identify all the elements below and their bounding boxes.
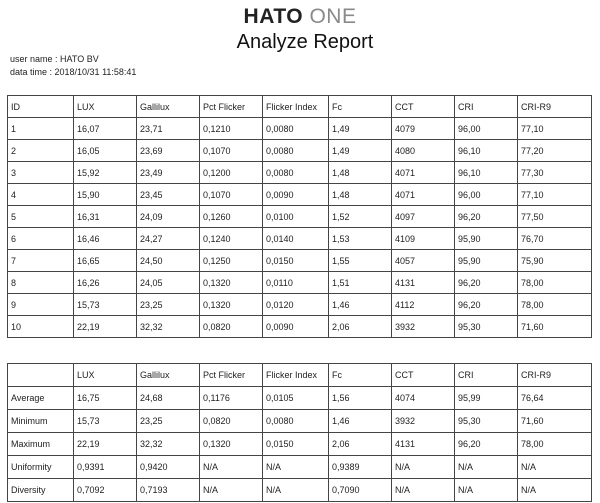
data-cell: 32,32 [137, 316, 200, 338]
data-cell: 22,19 [74, 316, 137, 338]
data-cell: 76,64 [518, 387, 592, 410]
data-cell: 23,71 [137, 118, 200, 140]
data-cell: 4057 [392, 250, 455, 272]
data-cell: 4079 [392, 118, 455, 140]
data-cell: 3932 [392, 316, 455, 338]
data-cell: 95,99 [455, 387, 518, 410]
data-cell: 1,52 [329, 206, 392, 228]
data-cell: 0,9389 [329, 456, 392, 479]
column-header: CCT [392, 364, 455, 387]
data-cell: 24,05 [137, 272, 200, 294]
data-cell: 16,46 [74, 228, 137, 250]
statistics-summary-table [7, 363, 592, 502]
column-header: Flicker Index [263, 96, 329, 118]
brand-name-light: ONE [303, 5, 357, 28]
data-cell: 2,06 [329, 316, 392, 338]
data-cell: 95,90 [455, 228, 518, 250]
data-cell: 15,90 [74, 184, 137, 206]
data-cell: 4080 [392, 140, 455, 162]
data-cell: 71,60 [518, 410, 592, 433]
data-cell: 0,0150 [263, 250, 329, 272]
row-label-cell: Minimum [8, 410, 74, 433]
data-cell: N/A [263, 456, 329, 479]
row-label-cell: Average [8, 387, 74, 410]
column-header: Gallilux [137, 364, 200, 387]
results-table-row [8, 316, 592, 338]
results-table-row [8, 140, 592, 162]
data-cell: N/A [263, 479, 329, 502]
data-cell: 78,00 [518, 272, 592, 294]
data-cell: 15,92 [74, 162, 137, 184]
data-cell: 96,10 [455, 162, 518, 184]
data-cell: 0,0080 [263, 410, 329, 433]
row-label-cell: 5 [8, 206, 74, 228]
results-table-body [8, 96, 592, 338]
data-cell: 96,00 [455, 184, 518, 206]
data-cell: 0,0090 [263, 184, 329, 206]
column-header: CRI-R9 [518, 364, 592, 387]
data-cell: 4112 [392, 294, 455, 316]
data-cell: 95,30 [455, 410, 518, 433]
data-cell: 0,0105 [263, 387, 329, 410]
data-cell: 16,05 [74, 140, 137, 162]
data-cell: 24,09 [137, 206, 200, 228]
data-cell: 0,1320 [200, 433, 263, 456]
row-label-cell: Maximum [8, 433, 74, 456]
row-label-cell: 9 [8, 294, 74, 316]
data-cell: 0,0140 [263, 228, 329, 250]
row-label-cell: 8 [8, 272, 74, 294]
data-cell: N/A [518, 479, 592, 502]
stats-table-row [8, 456, 592, 479]
data-cell: 23,25 [137, 410, 200, 433]
column-header: Gallilux [137, 96, 200, 118]
column-header: CRI-R9 [518, 96, 592, 118]
data-cell: 16,26 [74, 272, 137, 294]
data-cell: 16,07 [74, 118, 137, 140]
data-cell: 96,20 [455, 206, 518, 228]
data-cell: 16,31 [74, 206, 137, 228]
data-cell: 0,0110 [263, 272, 329, 294]
data-cell: 4071 [392, 184, 455, 206]
column-header: CRI [455, 96, 518, 118]
data-cell: 0,0120 [263, 294, 329, 316]
data-cell: 1,46 [329, 410, 392, 433]
data-cell: 16,75 [74, 387, 137, 410]
report-brand [0, 6, 600, 28]
date-time-line: data time : 2018/10/31 11:58:41 [10, 67, 137, 77]
data-cell: 0,1240 [200, 228, 263, 250]
data-cell: 96,00 [455, 118, 518, 140]
data-cell: 78,00 [518, 294, 592, 316]
data-cell: 76,70 [518, 228, 592, 250]
data-cell: 15,73 [74, 294, 137, 316]
column-header: Pct Flicker [200, 364, 263, 387]
data-cell: N/A [200, 479, 263, 502]
data-cell: 4071 [392, 162, 455, 184]
data-cell: 2,06 [329, 433, 392, 456]
data-cell: N/A [392, 479, 455, 502]
results-table-header-row [8, 96, 592, 118]
data-cell: 0,1320 [200, 272, 263, 294]
column-header: Fc [329, 96, 392, 118]
results-table-row [8, 118, 592, 140]
stats-table-row [8, 479, 592, 502]
data-cell: 0,1070 [200, 140, 263, 162]
data-cell: 1,53 [329, 228, 392, 250]
data-cell: N/A [455, 456, 518, 479]
row-label-cell: 1 [8, 118, 74, 140]
data-cell: 23,69 [137, 140, 200, 162]
data-cell: 0,0090 [263, 316, 329, 338]
stats-table-row [8, 410, 592, 433]
data-cell: 0,7193 [137, 479, 200, 502]
data-cell: 0,0080 [263, 162, 329, 184]
data-cell: 0,1070 [200, 184, 263, 206]
data-cell: 0,1176 [200, 387, 263, 410]
row-label-cell: 7 [8, 250, 74, 272]
user-name-line: user name : HATO BV [10, 54, 99, 64]
data-cell: 16,65 [74, 250, 137, 272]
data-cell: 23,45 [137, 184, 200, 206]
data-cell: 0,0100 [263, 206, 329, 228]
data-cell: 1,51 [329, 272, 392, 294]
results-table-row [8, 162, 592, 184]
data-cell: N/A [518, 456, 592, 479]
data-cell: 71,60 [518, 316, 592, 338]
data-cell: 4131 [392, 272, 455, 294]
data-cell: 0,1200 [200, 162, 263, 184]
stats-table-row [8, 387, 592, 410]
data-cell: 4074 [392, 387, 455, 410]
data-cell: 3932 [392, 410, 455, 433]
stats-table-body [8, 364, 592, 502]
data-cell: 0,0820 [200, 316, 263, 338]
data-cell: 0,0080 [263, 140, 329, 162]
data-cell: 77,50 [518, 206, 592, 228]
data-cell: 24,27 [137, 228, 200, 250]
measurement-results-table [7, 95, 592, 338]
data-cell: N/A [392, 456, 455, 479]
data-cell: 77,30 [518, 162, 592, 184]
data-cell: N/A [455, 479, 518, 502]
data-cell: 24,68 [137, 387, 200, 410]
data-cell: 1,56 [329, 387, 392, 410]
row-label-cell: 3 [8, 162, 74, 184]
data-cell: 96,20 [455, 433, 518, 456]
column-header: CRI [455, 364, 518, 387]
results-table-row [8, 294, 592, 316]
data-cell: 0,1260 [200, 206, 263, 228]
row-label-cell: Diversity [8, 479, 74, 502]
data-cell: 0,7090 [329, 479, 392, 502]
data-cell: 75,90 [518, 250, 592, 272]
data-cell: 0,0150 [263, 433, 329, 456]
data-cell: 0,7092 [74, 479, 137, 502]
data-cell: N/A [200, 456, 263, 479]
column-header: CCT [392, 96, 455, 118]
data-cell: 1,49 [329, 140, 392, 162]
data-cell: 4097 [392, 206, 455, 228]
data-cell: 77,10 [518, 118, 592, 140]
data-cell: 32,32 [137, 433, 200, 456]
data-cell: 0,0820 [200, 410, 263, 433]
column-header: Flicker Index [263, 364, 329, 387]
results-table-row [8, 228, 592, 250]
column-header: Pct Flicker [200, 96, 263, 118]
column-header: Fc [329, 364, 392, 387]
column-header: LUX [74, 96, 137, 118]
data-cell: 0,1250 [200, 250, 263, 272]
stats-table-row [8, 433, 592, 456]
column-header: LUX [74, 364, 137, 387]
data-cell: 96,20 [455, 272, 518, 294]
data-cell: 23,25 [137, 294, 200, 316]
row-label-cell: 2 [8, 140, 74, 162]
data-cell: 0,0080 [263, 118, 329, 140]
data-cell: 15,73 [74, 410, 137, 433]
data-cell: 0,9391 [74, 456, 137, 479]
data-cell: 77,10 [518, 184, 592, 206]
data-cell: 1,46 [329, 294, 392, 316]
row-label-cell: 6 [8, 228, 74, 250]
results-table-row [8, 184, 592, 206]
data-cell: 1,48 [329, 162, 392, 184]
data-cell: 0,1210 [200, 118, 263, 140]
data-cell: 4109 [392, 228, 455, 250]
data-cell: 22,19 [74, 433, 137, 456]
data-cell: 1,55 [329, 250, 392, 272]
data-cell: 96,20 [455, 294, 518, 316]
row-label-cell: Uniformity [8, 456, 74, 479]
data-cell: 95,30 [455, 316, 518, 338]
results-table-row [8, 250, 592, 272]
data-cell: 1,49 [329, 118, 392, 140]
results-table-row [8, 206, 592, 228]
data-cell: 96,10 [455, 140, 518, 162]
data-cell: 23,49 [137, 162, 200, 184]
data-cell: 24,50 [137, 250, 200, 272]
stats-table-header-row [8, 364, 592, 387]
data-cell: 77,20 [518, 140, 592, 162]
data-cell: 95,90 [455, 250, 518, 272]
column-header: ID [8, 96, 74, 118]
data-cell: 1,48 [329, 184, 392, 206]
data-cell: 0,9420 [137, 456, 200, 479]
column-header [8, 364, 74, 387]
row-label-cell: 4 [8, 184, 74, 206]
data-cell: 4131 [392, 433, 455, 456]
data-cell: 0,1320 [200, 294, 263, 316]
report-title: Analyze Report [236, 31, 374, 53]
data-cell: 78,00 [518, 433, 592, 456]
brand-name-bold: HATO [243, 5, 304, 28]
results-table-row [8, 272, 592, 294]
row-label-cell: 10 [8, 316, 74, 338]
